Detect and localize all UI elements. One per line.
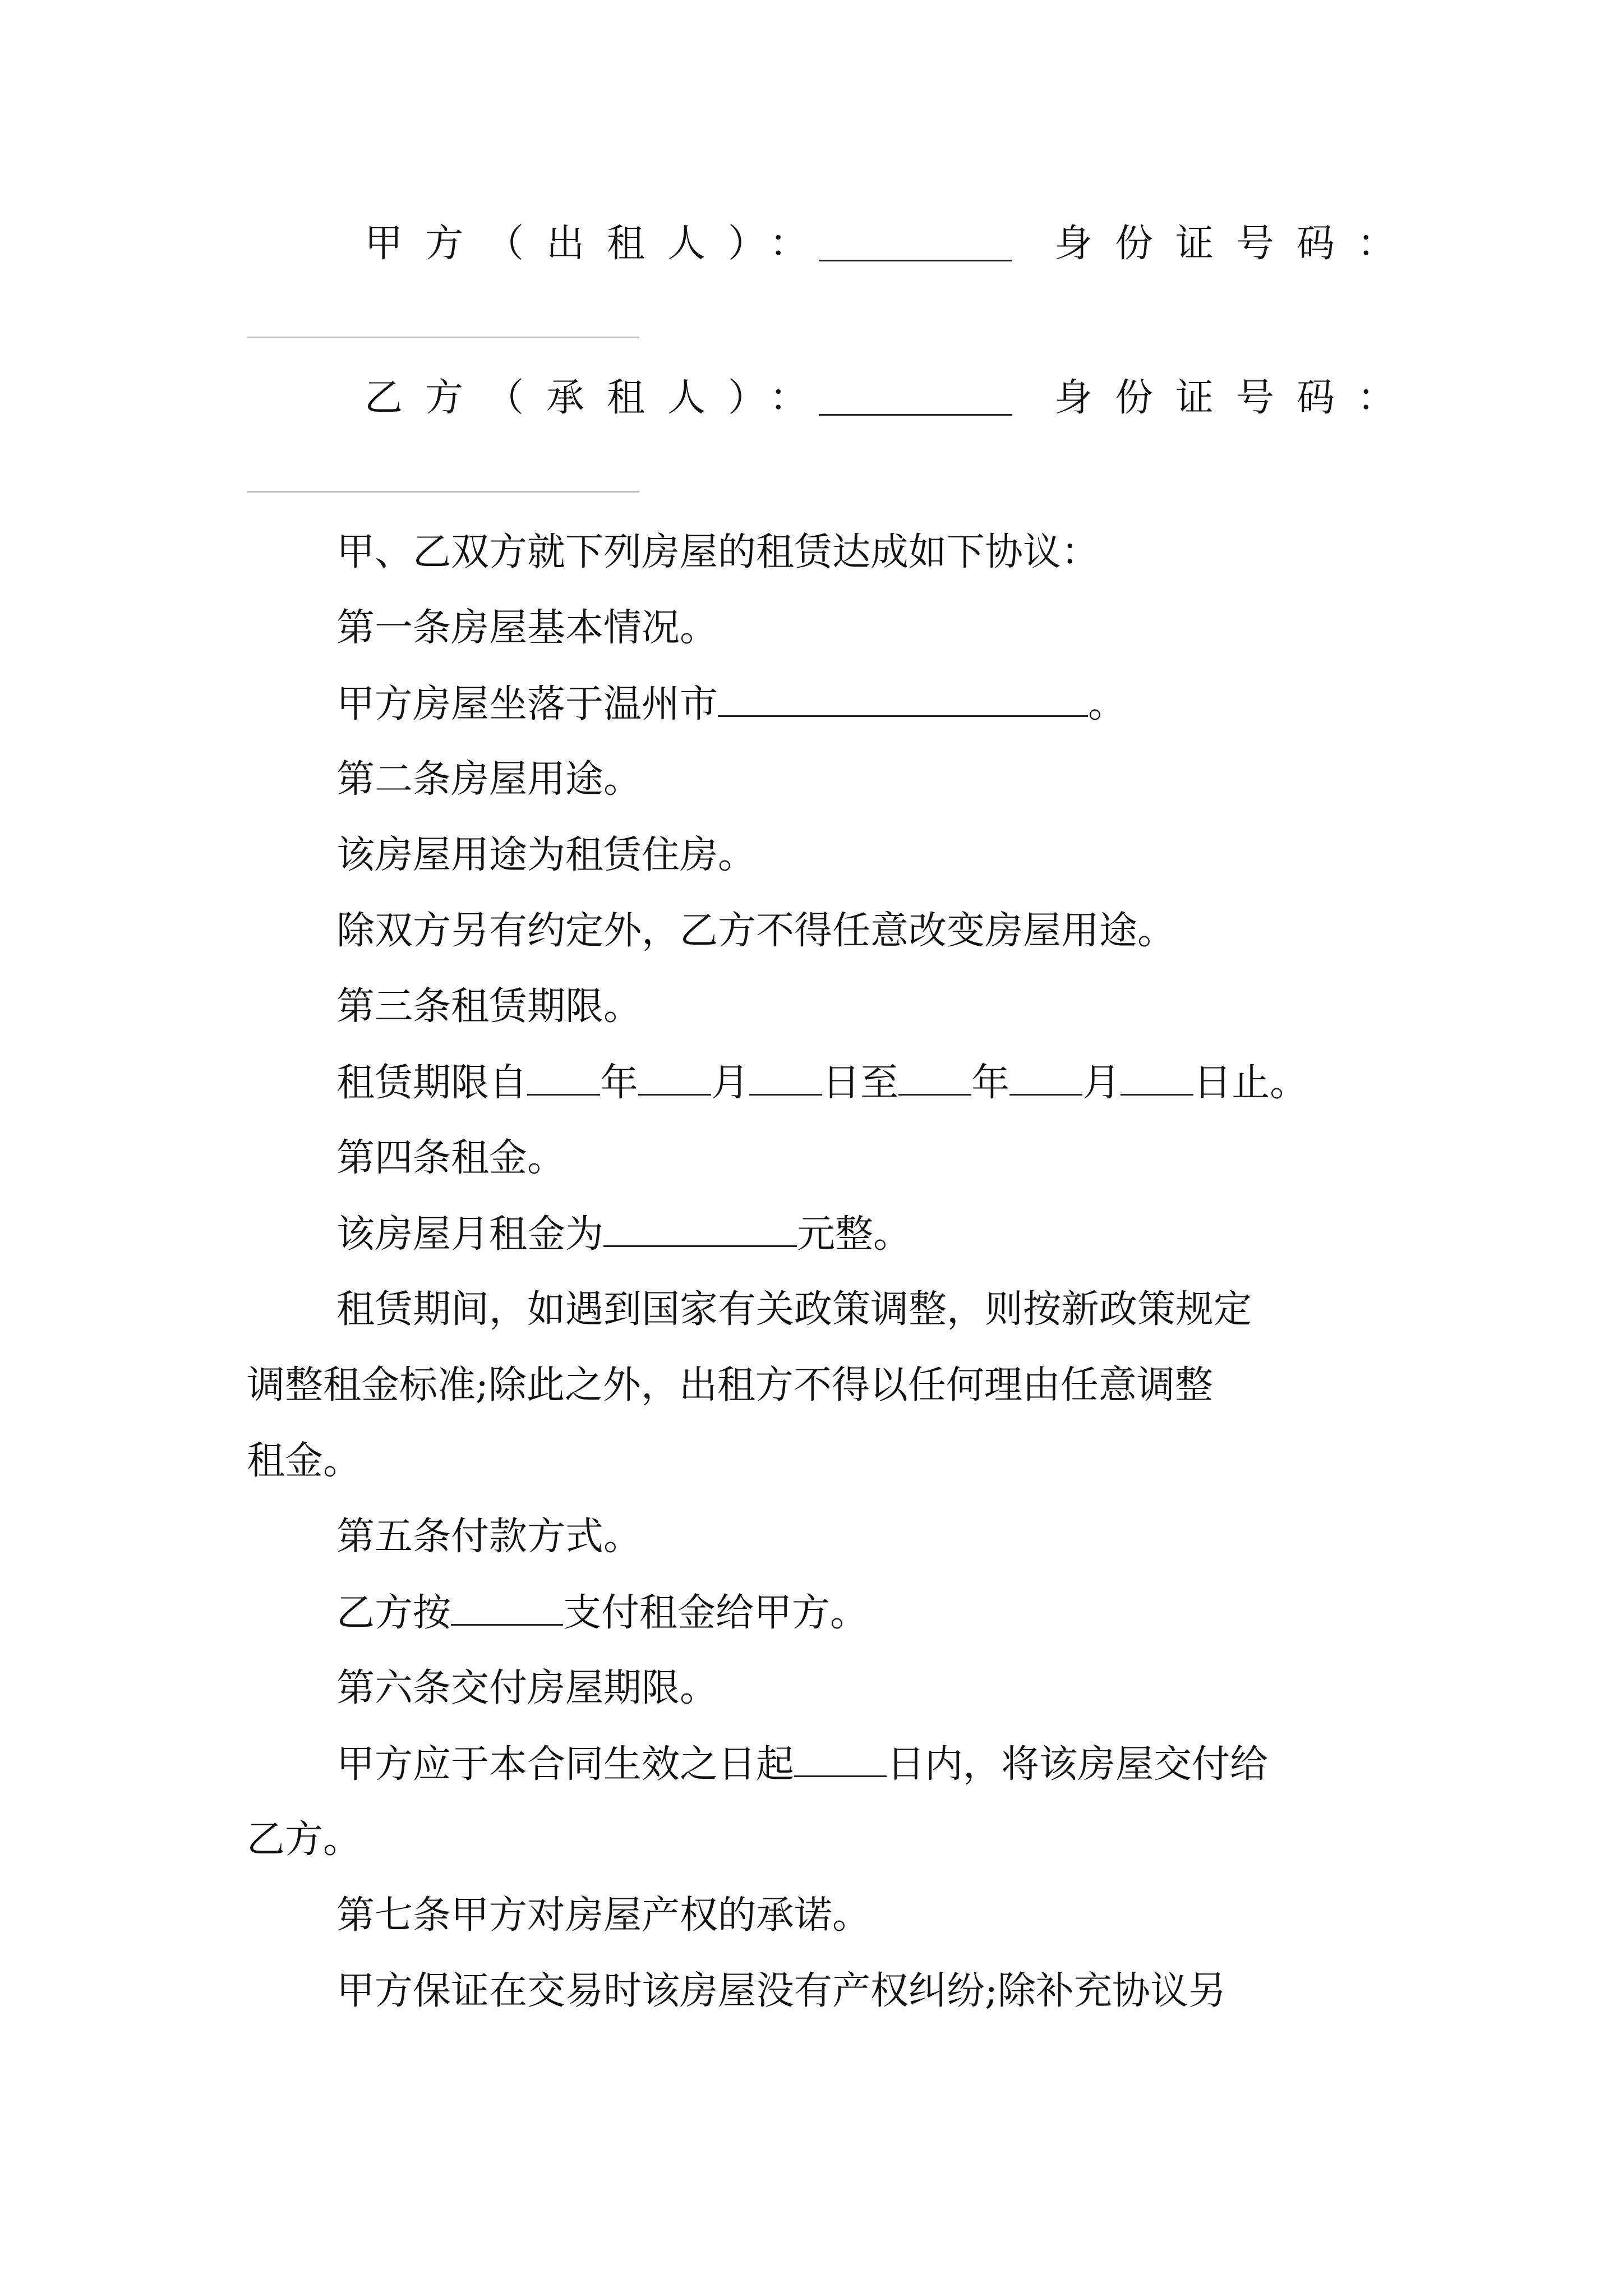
art6-line2: 乙方。 bbox=[247, 1818, 362, 1862]
art1-text-post: 。 bbox=[1088, 682, 1127, 726]
art3-end: 日止。 bbox=[1193, 1061, 1308, 1105]
party-b-label: 乙方（承租人）： bbox=[365, 376, 831, 420]
art4-para-line1: 租赁期间，如遇到国家有关政策调整，则按新政策规定 bbox=[336, 1287, 1252, 1332]
art7-line1: 甲方保证在交易时该房屋没有产权纠纷;除补充协议另 bbox=[336, 1969, 1227, 2013]
art5-title: 第五条付款方式。 bbox=[336, 1515, 642, 1559]
art6-l1-post: 日内，将该房屋交付给 bbox=[887, 1742, 1269, 1787]
party-a-id-rule bbox=[247, 337, 639, 338]
art6-title: 第六条交付房屋期限。 bbox=[336, 1666, 718, 1710]
art4-para-line3: 租金。 bbox=[247, 1439, 362, 1483]
end-year-blank bbox=[898, 1060, 971, 1096]
delivery-days-blank bbox=[794, 1742, 887, 1777]
art6-l1-pre: 甲方应于本合同生效之日起 bbox=[336, 1742, 795, 1787]
art6-line1 bbox=[336, 1742, 1623, 1787]
rent-blank bbox=[603, 1212, 797, 1247]
art1-text-pre: 甲方房屋坐落于温州市 bbox=[336, 682, 718, 726]
art7-title: 第七条甲方对房屋产权的承诺。 bbox=[336, 1893, 871, 1938]
art5-text bbox=[336, 1590, 1623, 1636]
art2-text2: 除双方另有约定外，乙方不得任意改变房屋用途。 bbox=[336, 909, 1176, 953]
payment-method-blank bbox=[451, 1590, 563, 1626]
art3-period bbox=[336, 1060, 1623, 1106]
party-b-id-rule bbox=[247, 491, 639, 493]
party-a-label: 甲方（出租人）： bbox=[365, 222, 831, 266]
art5-post: 支付租金给甲方。 bbox=[563, 1591, 869, 1635]
art5-pre: 乙方按 bbox=[336, 1591, 451, 1635]
start-day-blank bbox=[749, 1060, 822, 1096]
art4-rent bbox=[336, 1212, 1623, 1257]
start-month-blank bbox=[638, 1060, 711, 1096]
party-a-name-blank bbox=[819, 226, 1012, 261]
end-day-blank bbox=[1121, 1060, 1193, 1096]
art4-post: 元整。 bbox=[797, 1212, 912, 1257]
party-a-id-label: 身份证号码： bbox=[1054, 222, 1418, 266]
start-year-blank bbox=[527, 1060, 600, 1096]
art3-year: 年 bbox=[600, 1061, 639, 1105]
art3-month2: 月 bbox=[1082, 1061, 1121, 1105]
art2-text1: 该房屋用途为租赁住房。 bbox=[336, 833, 757, 877]
end-month-blank bbox=[1009, 1060, 1082, 1096]
art4-title: 第四条租金。 bbox=[336, 1136, 566, 1180]
address-blank bbox=[718, 682, 1088, 717]
art1-text bbox=[336, 682, 1623, 727]
intro-line: 甲、乙双方就下列房屋的租赁达成如下协议： bbox=[336, 530, 1100, 574]
art2-title: 第二条房屋用途。 bbox=[336, 757, 642, 802]
art4-para-line2: 调整租金标准;除此之外，出租方不得以任何理由任意调整 bbox=[247, 1363, 1213, 1407]
art3-day-to: 日至 bbox=[822, 1061, 899, 1105]
party-b-name-blank bbox=[819, 380, 1012, 416]
art4-pre: 该房屋月租金为 bbox=[336, 1212, 604, 1257]
art3-month: 月 bbox=[711, 1061, 750, 1105]
party-b-id-label: 身份证号码： bbox=[1054, 376, 1418, 420]
art1-title: 第一条房屋基本情况。 bbox=[336, 606, 718, 650]
art3-p1: 租赁期限自 bbox=[336, 1061, 528, 1105]
art3-year2: 年 bbox=[971, 1061, 1010, 1105]
art3-title: 第三条租赁期限。 bbox=[336, 984, 642, 1029]
